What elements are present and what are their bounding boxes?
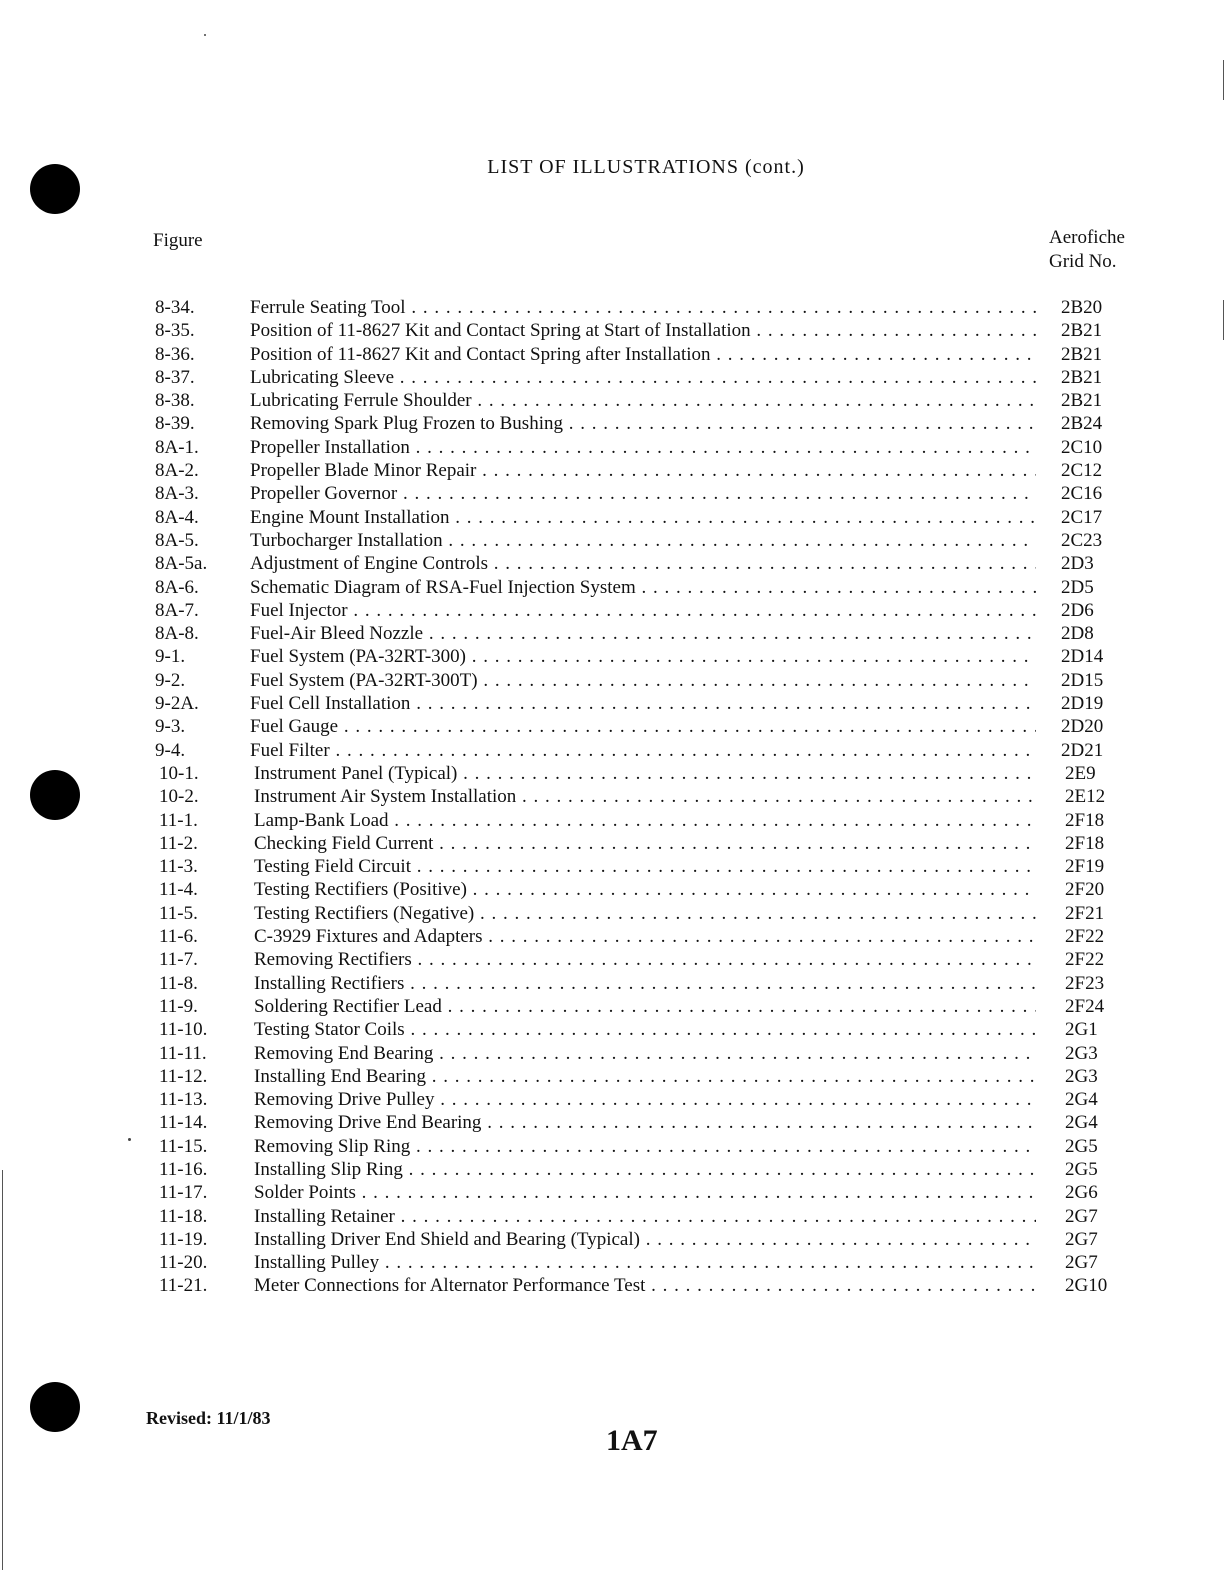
list-item	[0, 599, 1228, 622]
figure-number: 8A-1.	[155, 436, 199, 458]
figure-caption: Engine Mount Installation . . .	[250, 506, 1036, 529]
grid-number: 2B21	[1061, 390, 1103, 412]
figure-number: 9-4.	[155, 739, 186, 761]
list-item	[0, 855, 1228, 878]
figure-caption: Testing Field Circuit . . .	[254, 855, 1036, 878]
figure-caption: Propeller Installation . . .	[250, 436, 1036, 459]
list-item	[0, 645, 1228, 668]
grid-number: 2C23	[1061, 529, 1103, 551]
figure-number: 11-9.	[159, 995, 198, 1017]
figure-number: 8-39.	[155, 413, 195, 435]
grid-number: 2C16	[1061, 483, 1103, 505]
grid-number: 2G5	[1065, 1158, 1098, 1180]
figure-number: 8-36.	[155, 343, 195, 365]
grid-number: 2D8	[1061, 623, 1094, 645]
list-item	[0, 902, 1228, 925]
figure-caption: Removing Drive End Bearing . . .	[254, 1111, 1036, 1134]
list-item	[0, 482, 1228, 505]
figure-number: 11-15.	[159, 1135, 208, 1157]
figure-caption: Removing Drive Pulley . . .	[254, 1088, 1036, 1111]
figure-caption: Checking Field Current . . .	[254, 832, 1036, 855]
list-item	[0, 948, 1228, 971]
grid-number: 2G4	[1065, 1112, 1098, 1134]
figure-caption: Instrument Air System Installation . . .	[254, 785, 1036, 808]
figure-number: 8A-3.	[155, 483, 199, 505]
grid-number: 2F23	[1065, 972, 1105, 994]
figure-caption: Adjustment of Engine Controls . . .	[250, 552, 1036, 575]
figure-caption: Removing Spark Plug Frozen to Bushing . . .	[250, 412, 1036, 435]
figure-caption: Lubricating Ferrule Shoulder . . .	[250, 389, 1036, 412]
grid-number: 2B21	[1061, 366, 1103, 388]
grid-number: 2C12	[1061, 460, 1103, 482]
figure-number: 10-1.	[159, 762, 199, 784]
figure-caption: Installing Retainer . . .	[254, 1205, 1036, 1228]
grid-number: 2G3	[1065, 1065, 1098, 1087]
list-item	[0, 1042, 1228, 1065]
grid-number: 2G7	[1065, 1228, 1098, 1250]
grid-number: 2F20	[1065, 879, 1105, 901]
figure-caption: Position of 11-8627 Kit and Contact Spring at Start of Installation . . .	[250, 319, 1036, 342]
list-item	[0, 1065, 1228, 1088]
figure-number: 8-38.	[155, 390, 195, 412]
figure-caption: Installing End Bearing . . .	[254, 1065, 1036, 1088]
grid-number: 2D15	[1061, 669, 1104, 691]
grid-header-line1: Aerofiche	[1049, 227, 1125, 248]
figure-number: 8A-8.	[155, 623, 199, 645]
figure-number: 8A-6.	[155, 576, 199, 598]
list-item	[0, 739, 1228, 762]
grid-number: 2G6	[1065, 1182, 1098, 1204]
figure-caption: Fuel Gauge . . .	[250, 715, 1036, 738]
list-item	[0, 436, 1228, 459]
figure-number: 8-34.	[155, 297, 195, 318]
figure-number: 11-8.	[159, 972, 198, 994]
list-item	[0, 809, 1228, 832]
list-item	[0, 459, 1228, 482]
list-item	[0, 692, 1228, 715]
figure-caption: Removing Slip Ring . . .	[254, 1135, 1036, 1158]
grid-number: 2B21	[1061, 343, 1103, 365]
figure-caption: Fuel System (PA-32RT-300) . . .	[250, 645, 1036, 668]
list-item	[0, 1181, 1228, 1204]
list-item	[0, 412, 1228, 435]
list-item	[0, 366, 1228, 389]
figure-number: 11-1.	[159, 809, 198, 831]
grid-number: 2E9	[1065, 762, 1096, 784]
figure-caption: Propeller Blade Minor Repair . . .	[250, 459, 1036, 482]
list-item	[0, 529, 1228, 552]
figure-number: 11-11.	[159, 1042, 207, 1064]
grid-number: 2D21	[1061, 739, 1104, 761]
figure-number: 11-2.	[159, 832, 198, 854]
figure-number: 11-13.	[159, 1089, 208, 1111]
figure-number: 11-3.	[159, 856, 198, 878]
figure-caption: Meter Connections for Alternator Performance Test . . .	[254, 1274, 1036, 1297]
grid-number: 2G7	[1065, 1252, 1098, 1274]
list-item	[0, 762, 1228, 785]
list-item	[0, 669, 1228, 692]
figure-caption: Instrument Panel (Typical) . . .	[254, 762, 1036, 785]
list-item	[0, 296, 1228, 319]
list-item	[0, 995, 1228, 1018]
figure-number: 11-14.	[159, 1112, 208, 1134]
figure-number: 11-6.	[159, 926, 198, 948]
grid-number: 2G4	[1065, 1089, 1098, 1111]
grid-number: 2D14	[1061, 646, 1104, 668]
list-item	[0, 715, 1228, 738]
figure-number: 11-16.	[159, 1158, 208, 1180]
grid-number: 2F22	[1065, 949, 1105, 971]
figure-caption: Soldering Rectifier Lead . . .	[254, 995, 1036, 1018]
figure-column-header: Figure	[153, 230, 203, 251]
figure-caption: Fuel Cell Installation . . .	[250, 692, 1036, 715]
figure-caption: Installing Pulley . . .	[254, 1251, 1036, 1274]
list-item	[0, 785, 1228, 808]
figure-number: 9-1.	[155, 646, 186, 668]
grid-number: 2B24	[1061, 413, 1103, 435]
grid-number: 2D20	[1061, 716, 1104, 738]
grid-number: 2G3	[1065, 1042, 1098, 1064]
figure-caption: Testing Stator Coils . . .	[254, 1018, 1036, 1041]
figure-caption: Installing Driver End Shield and Bearing (Typical) . . .	[254, 1228, 1036, 1251]
figure-caption: Removing Rectifiers . . .	[254, 948, 1036, 971]
grid-number: 2E12	[1065, 786, 1106, 808]
list-item	[0, 1111, 1228, 1134]
figure-number: 11-20.	[159, 1252, 208, 1274]
figure-number: 11-17.	[159, 1182, 208, 1204]
figure-number: 8-37.	[155, 366, 195, 388]
figure-number: 11-7.	[159, 949, 198, 971]
figure-number: 8A-5.	[155, 529, 199, 551]
figure-number: 11-18.	[159, 1205, 208, 1227]
figure-caption: Fuel Injector . . .	[250, 599, 1036, 622]
grid-number: 2G7	[1065, 1205, 1098, 1227]
list-item	[0, 506, 1228, 529]
list-item	[0, 925, 1228, 948]
revision-date: Revised: 11/1/83	[146, 1408, 271, 1428]
figure-caption: Turbocharger Installation . . .	[250, 529, 1036, 552]
figure-number: 11-10.	[159, 1019, 208, 1041]
grid-number: 2D5	[1061, 576, 1094, 598]
grid-number: 2F19	[1065, 856, 1105, 878]
grid-number: 2F18	[1065, 809, 1105, 831]
list-item	[0, 1228, 1228, 1251]
figure-number: 11-5.	[159, 902, 198, 924]
grid-number: 2B20	[1061, 297, 1103, 318]
figure-number: 8A-4.	[155, 506, 199, 528]
list-item	[0, 1088, 1228, 1111]
grid-number: 2G5	[1065, 1135, 1098, 1157]
grid-number: 2G1	[1065, 1019, 1098, 1041]
figure-number: 8A-2.	[155, 460, 199, 482]
list-item	[0, 552, 1228, 575]
list-item	[0, 972, 1228, 995]
figure-number: 9-2A.	[155, 693, 199, 715]
list-item	[0, 389, 1228, 412]
grid-number: 2F21	[1065, 902, 1105, 924]
figure-caption: Position of 11-8627 Kit and Contact Spring after Installation . . .	[250, 343, 1036, 366]
figure-number: 11-4.	[159, 879, 198, 901]
list-item	[0, 832, 1228, 855]
page-number: 1A7	[606, 1424, 658, 1457]
figure-caption: Schematic Diagram of RSA-Fuel Injection System . . .	[250, 576, 1036, 599]
list-item	[0, 878, 1228, 901]
figure-number: 8-35.	[155, 320, 195, 342]
list-item	[0, 622, 1228, 645]
figure-caption: Ferrule Seating Tool . . .	[250, 296, 1036, 319]
figure-number: 11-19.	[159, 1228, 208, 1250]
figure-caption: Lubricating Sleeve . . .	[250, 366, 1036, 389]
list-item	[0, 1205, 1228, 1228]
list-item	[0, 576, 1228, 599]
figure-caption: Removing End Bearing . . .	[254, 1042, 1036, 1065]
list-item	[0, 1158, 1228, 1181]
figure-caption: Fuel-Air Bleed Nozzle . . .	[250, 622, 1036, 645]
figure-caption: Propeller Governor . . .	[250, 482, 1036, 505]
scan-speck	[204, 34, 206, 36]
figure-number: 8A-7.	[155, 599, 199, 621]
list-item	[0, 1251, 1228, 1274]
page-title: LIST OF ILLUSTRATIONS (cont.)	[487, 156, 805, 178]
figure-number: 11-12.	[159, 1065, 208, 1087]
figure-caption: Installing Slip Ring . . .	[254, 1158, 1036, 1181]
list-item	[0, 1135, 1228, 1158]
grid-number: 2D19	[1061, 693, 1104, 715]
grid-number: 2F24	[1065, 995, 1105, 1017]
grid-column-header	[1049, 226, 1125, 274]
list-item	[0, 319, 1228, 342]
grid-number: 2D6	[1061, 599, 1094, 621]
figure-caption: C-3929 Fixtures and Adapters . . .	[254, 925, 1036, 948]
figure-caption: Fuel Filter . . .	[250, 739, 1036, 762]
grid-number: 2F22	[1065, 926, 1105, 948]
figure-number: 9-3.	[155, 716, 186, 738]
scan-edge-mark	[1223, 60, 1224, 100]
grid-number: 2B21	[1061, 320, 1103, 342]
illustration-list	[0, 296, 1228, 1298]
figure-caption: Installing Rectifiers . . .	[254, 972, 1036, 995]
grid-number: 2G10	[1065, 1275, 1108, 1297]
figure-number: 10-2.	[159, 786, 199, 808]
figure-number: 8A-5a.	[155, 553, 208, 575]
grid-number: 2F18	[1065, 832, 1105, 854]
figure-caption: Fuel System (PA-32RT-300T) . . .	[250, 669, 1036, 692]
figure-caption: Testing Rectifiers (Negative) . . .	[254, 902, 1036, 925]
list-item	[0, 343, 1228, 366]
grid-header-line2: Grid No.	[1049, 251, 1117, 272]
figure-caption: Lamp-Bank Load . . .	[254, 809, 1036, 832]
list-item	[0, 1018, 1228, 1041]
grid-number: 2D3	[1061, 553, 1094, 575]
list-item	[0, 1274, 1228, 1297]
punch-hole-bottom	[30, 1382, 80, 1432]
figure-number: 9-2.	[155, 669, 186, 691]
figure-caption: Solder Points . . .	[254, 1181, 1036, 1204]
grid-number: 2C10	[1061, 436, 1103, 458]
grid-number: 2C17	[1061, 506, 1103, 528]
figure-caption: Testing Rectifiers (Positive) . . .	[254, 878, 1036, 901]
figure-number: 11-21.	[159, 1275, 208, 1297]
